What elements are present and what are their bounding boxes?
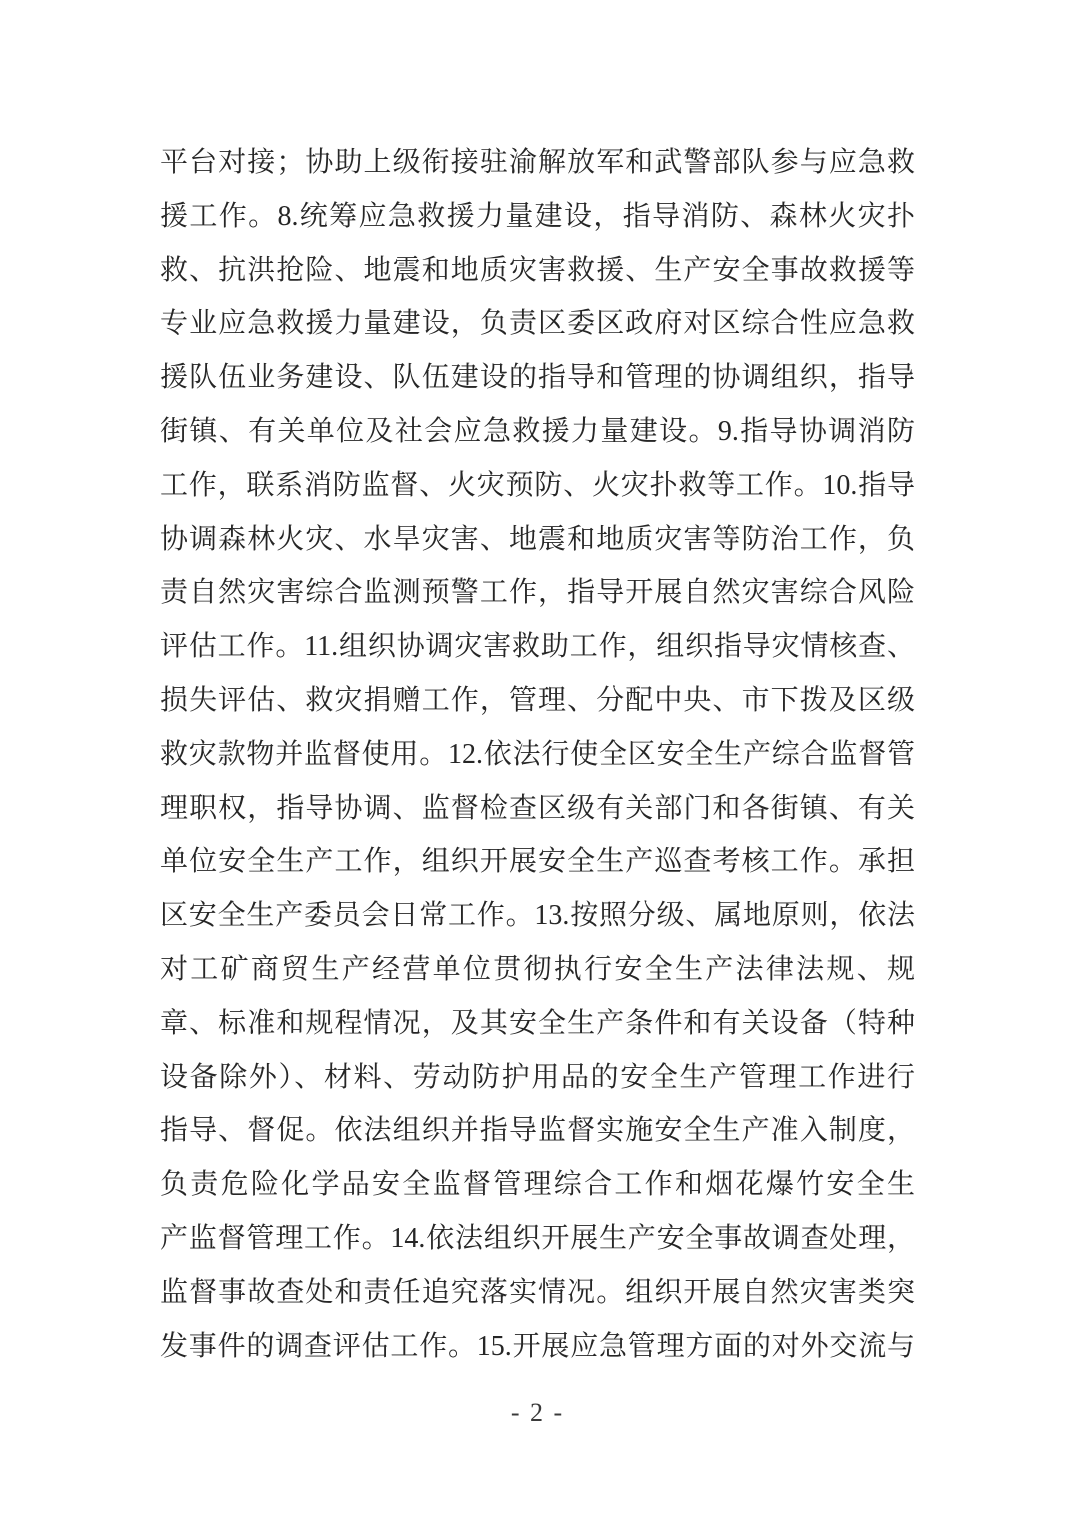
body-text-line: 发事件的调查评估工作。15.开展应急管理方面的对外交流与 (160, 1330, 915, 1362)
page-number: - 2 - (510, 1398, 565, 1427)
body-text-line: 责自然灾害综合监测预警工作，指导开展自然灾害综合风险 (160, 577, 915, 609)
body-text-line: 理职权，指导协调、监督检查区级有关部门和各街镇、有关 (160, 792, 915, 824)
body-text-line: 损失评估、救灾捐赠工作，管理、分配中央、市下拨及区级 (160, 684, 915, 716)
body-text-line: 援队伍业务建设、队伍建设的指导和管理的协调组织，指导 (160, 362, 915, 394)
body-text-line: 设备除外）、材料、劳动防护用品的安全生产管理工作进行 (160, 1061, 915, 1093)
body-text-line: 负责危险化学品安全监督管理综合工作和烟花爆竹安全生 (160, 1169, 915, 1201)
body-text-line: 评估工作。11.组织协调灾害救助工作，组织指导灾情核查、 (160, 631, 915, 663)
body-text-line: 救、抗洪抢险、地震和地质灾害救援、生产安全事故救援等 (160, 254, 915, 286)
body-text-line: 区安全生产委员会日常工作。13.按照分级、属地原则，依法 (160, 900, 915, 932)
body-text-line: 平台对接；协助上级衔接驻渝解放军和武警部队参与应急救 (160, 147, 915, 178)
document-body (160, 136, 915, 1373)
body-text-line: 援工作。8.统筹应急救援力量建设，指导消防、森林火灾扑 (160, 200, 915, 232)
body-text-line: 专业应急救援力量建设，负责区委区政府对区综合性应急救 (160, 308, 915, 340)
body-text-line: 产监督管理工作。14.依法组织开展生产安全事故调查处理， (160, 1222, 915, 1254)
body-text-line: 对工矿商贸生产经营单位贯彻执行安全生产法律法规、规 (160, 953, 915, 985)
body-text-line: 街镇、有关单位及社会应急救援力量建设。9.指导协调消防 (160, 415, 915, 447)
body-text-line: 章、标准和规程情况，及其安全生产条件和有关设备（特种 (160, 1007, 915, 1039)
body-text-line: 协调森林火灾、水旱灾害、地震和地质灾害等防治工作，负 (160, 523, 915, 555)
body-text-line: 监督事故查处和责任追究落实情况。组织开展自然灾害类突 (160, 1276, 915, 1308)
body-text-line: 工作，联系消防监督、火灾预防、火灾扑救等工作。10.指导 (160, 469, 915, 501)
body-text-line: 指导、督促。依法组织并指导监督实施安全生产准入制度， (160, 1115, 915, 1147)
body-text-line: 救灾款物并监督使用。12.依法行使全区安全生产综合监督管 (160, 738, 915, 770)
body-text-line: 单位安全生产工作，组织开展安全生产巡查考核工作。承担 (160, 846, 915, 878)
